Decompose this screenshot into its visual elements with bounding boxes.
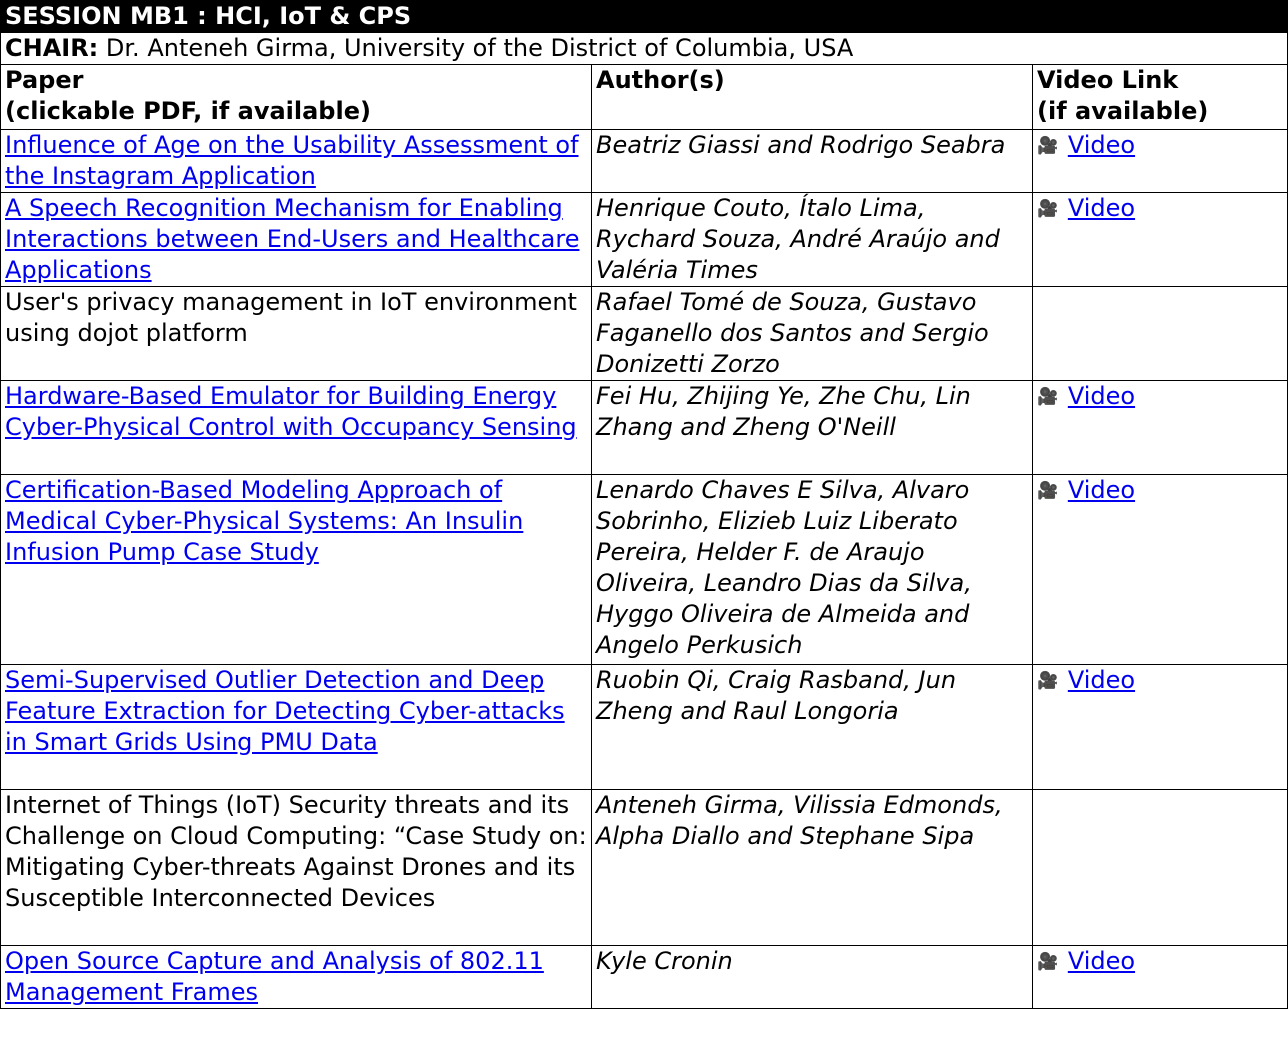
paper-header-line2: (clickable PDF, if available): [5, 97, 371, 125]
authors-column-header: Author(s): [592, 65, 1033, 130]
video-link[interactable]: Video: [1067, 131, 1136, 159]
paper-title-cell: [1, 475, 592, 665]
paper-title-cell: [1, 946, 592, 1009]
paper-title-cell: [1, 381, 592, 475]
paper-title-cell: [1, 665, 592, 790]
video-cell: [1033, 193, 1288, 287]
table-row: [1, 665, 1288, 790]
paper-column-header: [1, 65, 592, 130]
video-cell: [1033, 287, 1288, 381]
session-title: SESSION MB1 : HCI, IoT & CPS: [1, 1, 1288, 33]
table-row: [1, 946, 1288, 1009]
paper-title-cell: [1, 790, 592, 946]
paper-authors: Henrique Couto, Ítalo Lima, Rychard Souza, André Araújo and Valéria Times: [592, 193, 1033, 287]
session-title-row: [1, 1, 1288, 33]
paper-title-cell: [1, 193, 592, 287]
column-header-row: [1, 65, 1288, 130]
video-link[interactable]: Video: [1067, 194, 1136, 222]
video-cell: [1033, 790, 1288, 946]
paper-authors: Fei Hu, Zhijing Ye, Zhe Chu, Lin Zhang and Zheng O'Neill: [592, 381, 1033, 475]
paper-pdf-link[interactable]: Semi-Supervised Outlier Detection and Deep Feature Extraction for Detecting Cyber-attacks in Smart Grids Using PMU Data: [5, 666, 565, 756]
table-row: [1, 475, 1288, 665]
video-header-line1: Video Link: [1037, 66, 1179, 94]
chair-row: [1, 33, 1288, 65]
movie-camera-icon: 🎥: [1037, 481, 1059, 501]
paper-title-cell: [1, 287, 592, 381]
video-cell: [1033, 946, 1288, 1009]
chair-info: [1, 33, 1288, 65]
video-link[interactable]: Video: [1067, 666, 1136, 694]
paper-title-cell: [1, 130, 592, 193]
video-link[interactable]: Video: [1067, 476, 1136, 504]
paper-title: User's privacy management in IoT environment using dojot platform: [5, 288, 577, 347]
video-header-line2: (if available): [1037, 97, 1209, 125]
chair-text: Dr. Anteneh Girma, University of the District of Columbia, USA: [98, 34, 854, 62]
table-row: [1, 130, 1288, 193]
movie-camera-icon: 🎥: [1037, 387, 1059, 407]
paper-title: Internet of Things (IoT) Security threats and its Challenge on Cloud Computing: “Case Study on: Mitigating Cyber-threats Against Drones and its Susceptible Interconnected Devices: [5, 791, 587, 912]
table-row: [1, 790, 1288, 946]
paper-authors: Ruobin Qi, Craig Rasband, Jun Zheng and Raul Longoria: [592, 665, 1033, 790]
paper-pdf-link[interactable]: Influence of Age on the Usability Assessment of the Instagram Application: [5, 131, 579, 190]
video-link[interactable]: Video: [1067, 382, 1136, 410]
movie-camera-icon: 🎥: [1037, 952, 1059, 972]
video-cell: [1033, 475, 1288, 665]
paper-authors: Beatriz Giassi and Rodrigo Seabra: [592, 130, 1033, 193]
movie-camera-icon: 🎥: [1037, 671, 1059, 691]
paper-rows: [1, 130, 1288, 1009]
video-cell: [1033, 381, 1288, 475]
video-cell: [1033, 130, 1288, 193]
paper-authors: Kyle Cronin: [592, 946, 1033, 1009]
paper-authors: Anteneh Girma, Vilissia Edmonds, Alpha Diallo and Stephane Sipa: [592, 790, 1033, 946]
paper-header-line1: Paper: [5, 66, 84, 94]
paper-pdf-link[interactable]: Hardware-Based Emulator for Building Energy Cyber-Physical Control with Occupancy Sensing: [5, 382, 577, 441]
table-row: [1, 193, 1288, 287]
table-row: [1, 287, 1288, 381]
paper-pdf-link[interactable]: Open Source Capture and Analysis of 802.11 Management Frames: [5, 947, 544, 1006]
video-link[interactable]: Video: [1067, 947, 1136, 975]
video-column-header: [1033, 65, 1288, 130]
movie-camera-icon: 🎥: [1037, 199, 1059, 219]
paper-authors: Rafael Tomé de Souza, Gustavo Faganello dos Santos and Sergio Donizetti Zorzo: [592, 287, 1033, 381]
paper-pdf-link[interactable]: A Speech Recognition Mechanism for Enabling Interactions between End-Users and Healthcare Applications: [5, 194, 580, 284]
chair-label: CHAIR:: [5, 34, 99, 62]
table-row: [1, 381, 1288, 475]
paper-pdf-link[interactable]: Certification-Based Modeling Approach of Medical Cyber-Physical Systems: An Insulin Infusion Pump Case Study: [5, 476, 524, 566]
movie-camera-icon: 🎥: [1037, 136, 1059, 156]
video-cell: [1033, 665, 1288, 790]
paper-authors: Lenardo Chaves E Silva, Alvaro Sobrinho, Elizieb Luiz Liberato Pereira, Helder F. de Araujo Oliveira, Leandro Dias da Silva, Hyggo Oliveira de Almeida and Angelo Perkusich: [592, 475, 1033, 665]
